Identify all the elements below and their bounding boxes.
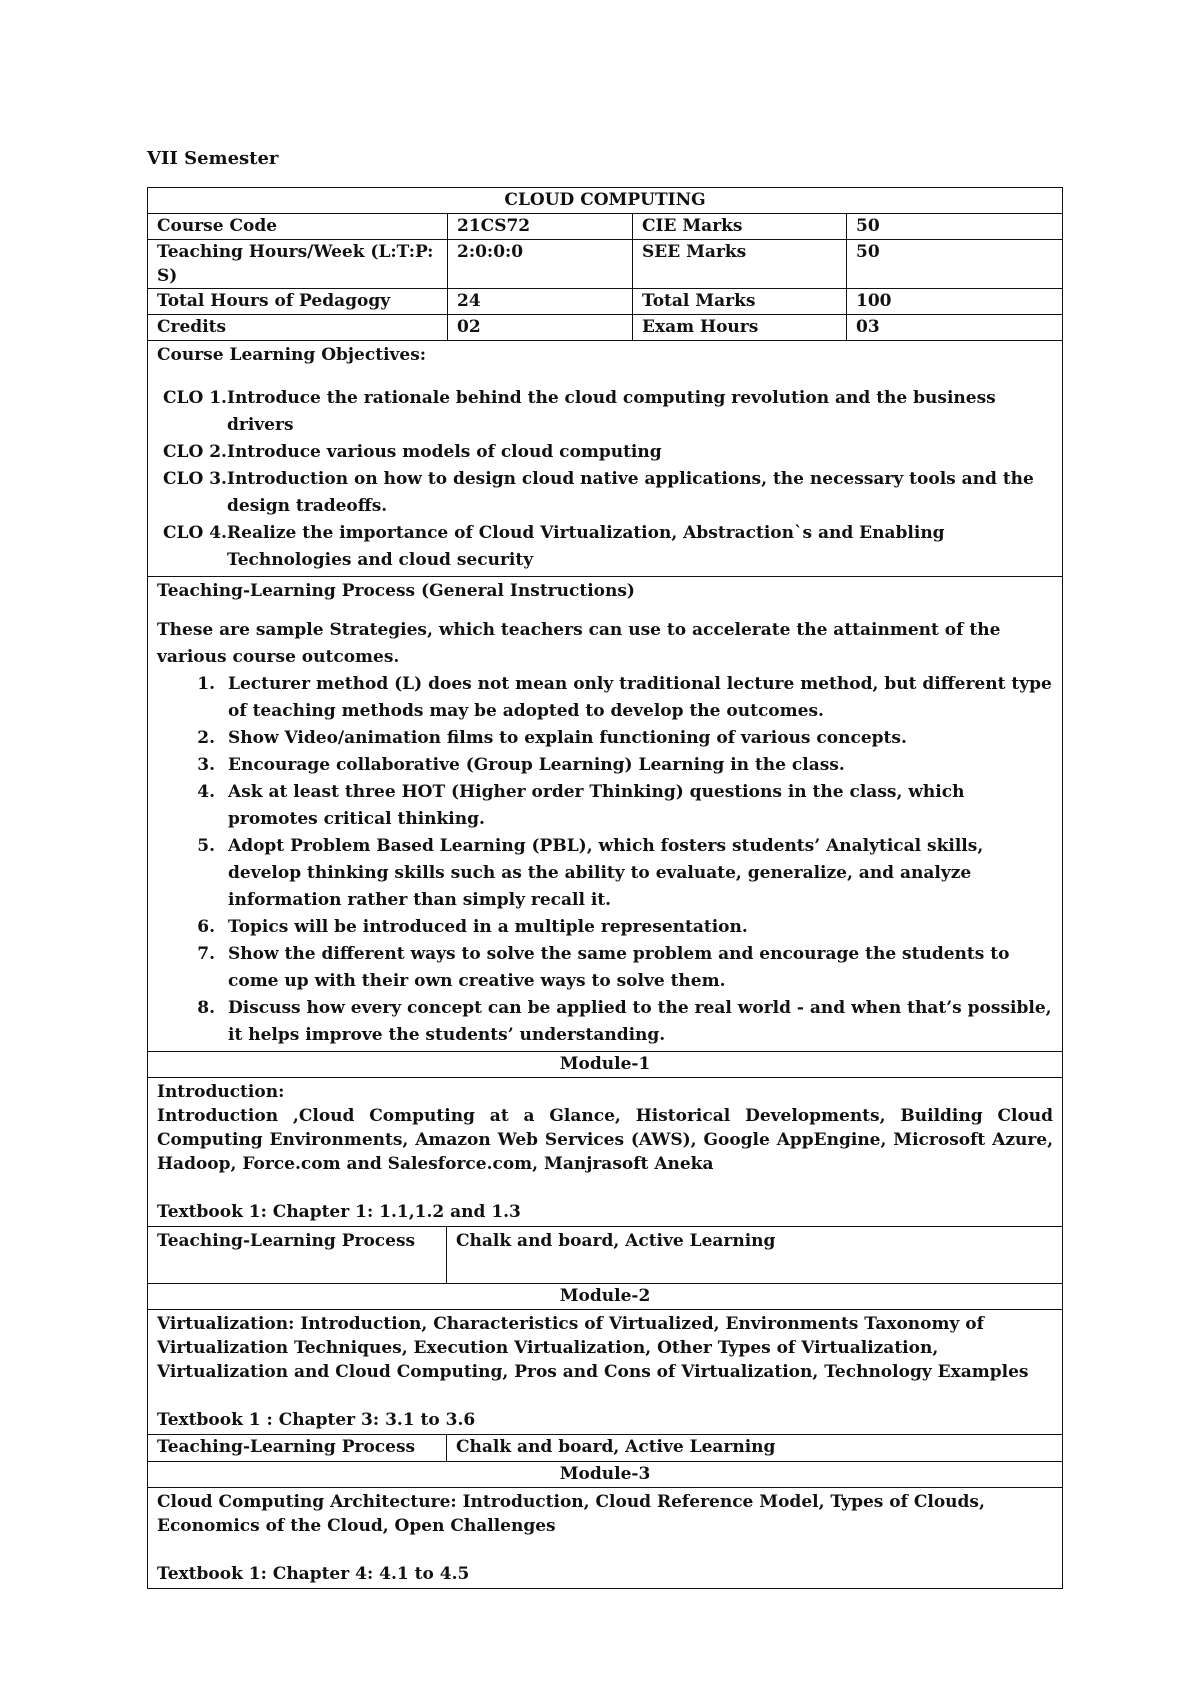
- info-label: Credits: [148, 315, 448, 341]
- list-item: [157, 385, 1053, 439]
- info-value: 2:0:0:0: [448, 240, 633, 289]
- list-item: [157, 941, 1053, 995]
- info-row: [148, 315, 1063, 341]
- module-textbook: Textbook 1 : Chapter 3: 3.1 to 3.6: [157, 1410, 476, 1430]
- module-1-title: Module-1: [148, 1052, 1063, 1078]
- objectives-list: [157, 385, 1053, 574]
- list-item: [157, 833, 1053, 914]
- syllabus-frame: [147, 187, 1062, 1589]
- clo-text: Introduce various models of cloud computing: [227, 442, 662, 462]
- module-textbook: Textbook 1: Chapter 1: 1.1,1.2 and 1.3: [157, 1202, 521, 1222]
- clo-number: CLO 3.: [163, 469, 227, 489]
- module-heading: Cloud Computing Architecture:: [157, 1492, 457, 1512]
- teaching-learning-section: [148, 577, 1063, 1052]
- semester-label: VII Semester: [147, 148, 279, 169]
- module-textbook: Textbook 1: Chapter 4: 4.1 to 4.5: [157, 1564, 470, 1584]
- tlp-number: 5.: [197, 836, 215, 856]
- list-item: [157, 466, 1053, 520]
- tlp-number: 7.: [197, 944, 215, 964]
- module-heading: Introduction:: [157, 1082, 285, 1102]
- clo-number: CLO 2.: [163, 442, 227, 462]
- info-value: 100: [847, 289, 1063, 315]
- module-body-line: [157, 1312, 1053, 1384]
- tlp-number: 4.: [197, 782, 215, 802]
- tlp-number: 8.: [197, 998, 215, 1018]
- info-value: 50: [847, 214, 1063, 240]
- tlp-text: Show the different ways to solve the same problem and encourage the students to come up with their own creative ways to solve them.: [228, 944, 1010, 991]
- tlp-text: Show Video/animation films to explain functioning of various concepts.: [228, 728, 907, 748]
- list-item: [157, 995, 1053, 1049]
- clo-text: Introduction on how to design cloud native applications, the necessary tools and the design tradeoffs.: [227, 469, 1034, 516]
- tlp-label: Teaching-Learning Process: [148, 1435, 447, 1462]
- info-value: 02: [448, 315, 633, 341]
- clo-text: Realize the importance of Cloud Virtualization, Abstraction`s and Enabling Technologies and cloud security: [227, 523, 945, 570]
- info-row: [148, 289, 1063, 315]
- info-value: 21CS72: [448, 214, 633, 240]
- module-body: Introduction, Characteristics of Virtualized, Environments Taxonomy of Virtualization Techniques, Execution Virtualization, Other Types of Virtualization, Virtualization and Cloud Computing, Pros and Cons of Virtualization, Technology Examples: [157, 1314, 1029, 1382]
- tlp-number: 3.: [197, 755, 215, 775]
- tlp-number: 2.: [197, 728, 215, 748]
- list-item: [157, 725, 1053, 752]
- tlp-label: Teaching-Learning Process: [148, 1227, 447, 1284]
- module-2-title: Module-2: [148, 1284, 1063, 1310]
- module-3-content: [148, 1488, 1063, 1589]
- clo-number: CLO 1.: [163, 388, 227, 408]
- module-heading: Virtualization:: [157, 1314, 295, 1334]
- module-body-line: [157, 1490, 1053, 1538]
- tlp-heading: Teaching-Learning Process (General Instructions): [157, 581, 635, 601]
- clo-number: CLO 4.: [163, 523, 227, 543]
- info-label: Exam Hours: [633, 315, 847, 341]
- tlp-text: Topics will be introduced in a multiple representation.: [228, 917, 748, 937]
- course-objectives-section: [148, 341, 1063, 577]
- tlp-value: Chalk and board, Active Learning: [447, 1435, 1063, 1462]
- list-item: [157, 752, 1053, 779]
- tlp-number: 1.: [197, 674, 215, 694]
- tlp-text: Encourage collaborative (Group Learning) Learning in the class.: [228, 755, 845, 775]
- list-item: [157, 779, 1053, 833]
- course-title: CLOUD COMPUTING: [148, 188, 1063, 214]
- info-label: Course Code: [148, 214, 448, 240]
- list-item: [157, 671, 1053, 725]
- list-item: [157, 914, 1053, 941]
- info-row: [148, 240, 1063, 289]
- module-1-content: [148, 1078, 1063, 1227]
- module-2-content: [148, 1310, 1063, 1435]
- info-row: [148, 214, 1063, 240]
- tlp-text: Ask at least three HOT (Higher order Thinking) questions in the class, which promotes critical thinking.: [228, 782, 965, 829]
- list-item: [157, 439, 1053, 466]
- tlp-text: Lecturer method (L) does not mean only traditional lecture method, but different type of teaching methods may be adopted to develop the outcomes.: [228, 674, 1052, 721]
- info-label: Total Marks: [633, 289, 847, 315]
- tlp-text: Discuss how every concept can be applied to the real world - and when that’s possible, it helps improve the students’ understanding.: [228, 998, 1052, 1045]
- module-body: Introduction ,Cloud Computing at a Glance, Historical Developments, Building Cloud Computing Environments, Amazon Web Services (AWS), Google AppEngine, Microsoft Azure, Hadoop, Force.com and Salesforce.com, Manjrasoft Aneka: [157, 1106, 1054, 1174]
- tlp-intro: These are sample Strategies, which teachers can use to accelerate the attainment of the various course outcomes.: [157, 620, 1001, 667]
- info-label: Total Hours of Pedagogy: [148, 289, 448, 315]
- tlp-text: Adopt Problem Based Learning (PBL), which fosters students’ Analytical skills, develop thinking skills such as the ability to evaluate, generalize, and analyze information rather than simply recall it.: [228, 836, 984, 910]
- module-3-title: Module-3: [148, 1462, 1063, 1488]
- list-item: [157, 520, 1053, 574]
- info-label: CIE Marks: [633, 214, 847, 240]
- module-body: Introduction, Cloud Reference Model, Types of Clouds, Economics of the Cloud, Open Challenges: [157, 1492, 985, 1536]
- syllabus-table: [147, 187, 1063, 1589]
- clo-text: Introduce the rationale behind the cloud computing revolution and the business drivers: [227, 388, 996, 435]
- tlp-value: Chalk and board, Active Learning: [447, 1227, 1063, 1284]
- tlp-number: 6.: [197, 917, 215, 937]
- tlp-list: [157, 671, 1053, 1049]
- objectives-heading: Course Learning Objectives:: [157, 345, 427, 365]
- info-value: 03: [847, 315, 1063, 341]
- info-label: Teaching Hours/Week (L:T:P: S): [148, 240, 448, 289]
- info-value: 50: [847, 240, 1063, 289]
- info-label: SEE Marks: [633, 240, 847, 289]
- info-value: 24: [448, 289, 633, 315]
